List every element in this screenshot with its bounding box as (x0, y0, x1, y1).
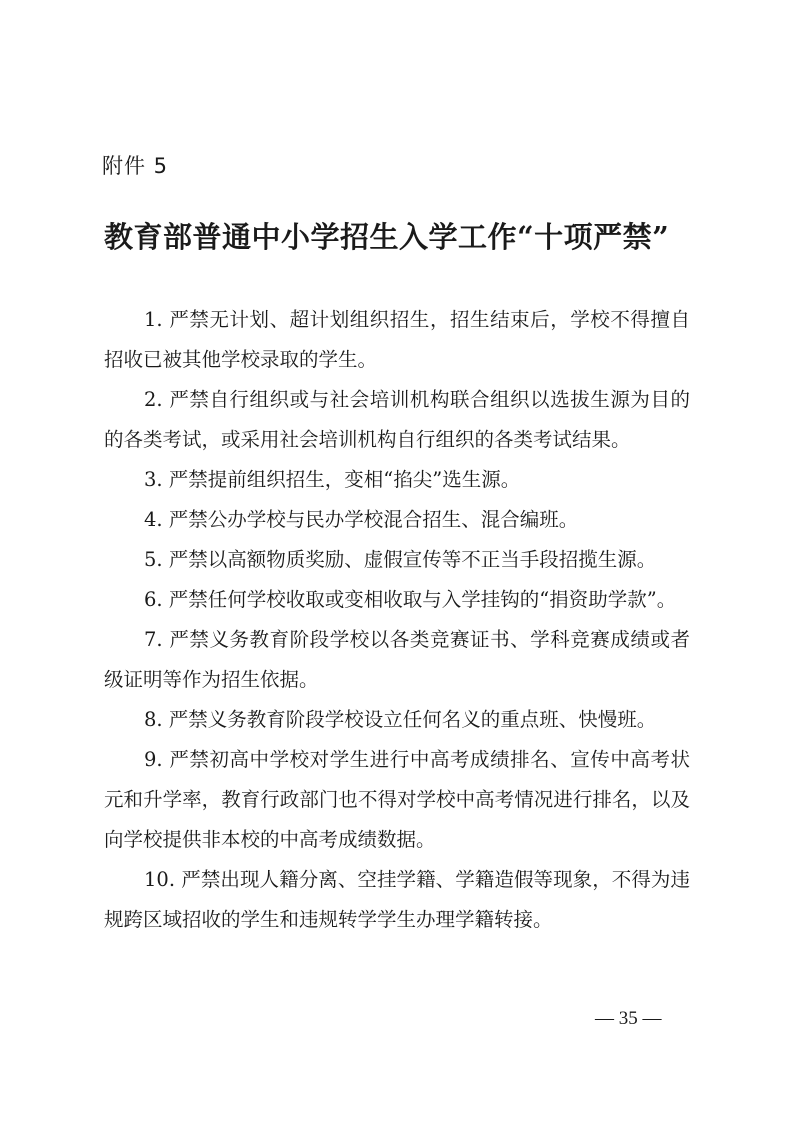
prohibition-item-4: 4. 严禁公办学校与民办学校混合招生、混合编班。 (144, 508, 579, 531)
prohibition-item-5: 5. 严禁以高额物质奖励、虚假宣传等不正当手段招揽生源。 (144, 548, 657, 571)
prohibition-item-2: 2. 严禁自行组织或与社会培训机构联合组织以选拔生源为目的的各类考试，或采用社会培训机构自行组织的各类考试结果。 (104, 388, 690, 451)
prohibition-item-10: 10. 严禁出现人籍分离、空挂学籍、学籍造假等现象，不得为违规跨区域招收的学生和违规转学学生办理学籍转接。 (104, 868, 690, 931)
prohibition-item-1: 1. 严禁无计划、超计划组织招生，招生结束后，学校不得擅自招收已被其他学校录取的学生。 (104, 308, 690, 371)
prohibition-item-9: 9. 严禁初高中学校对学生进行中高考成绩排名、宣传中高考状元和升学率，教育行政部门也不得对学校中高考情况进行排名，以及向学校提供非本校的中高考成绩数据。 (104, 748, 690, 851)
prohibition-item-3: 3. 严禁提前组织招生，变相“掐尖”选生源。 (144, 468, 521, 491)
document-title: 教育部普通中小学招生入学工作“十项严禁” (104, 220, 670, 254)
prohibition-item-6: 6. 严禁任何学校收取或变相收取与入学挂钩的“捐资助学款”。 (144, 588, 677, 611)
prohibition-list (104, 300, 690, 940)
attachment-label: 附件 5 (102, 154, 169, 178)
prohibition-item-8: 8. 严禁义务教育阶段学校设立任何名义的重点班、快慢班。 (144, 708, 657, 731)
prohibition-item-7: 7. 严禁义务教育阶段学校以各类竞赛证书、学科竞赛成绩或者级证明等作为招生依据。 (104, 628, 690, 691)
page-number: — 35 — (595, 1008, 662, 1029)
